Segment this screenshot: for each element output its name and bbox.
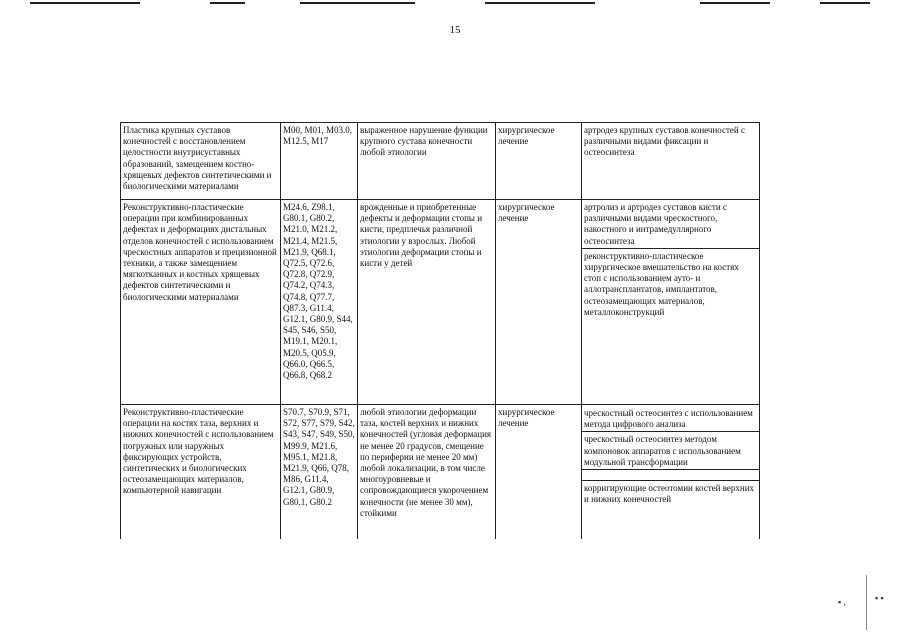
diagnosis-cell: любой этиологии деформации таза, костей верхних и нижних конечностей (угловая деформация не менее 20 градусов, смещение по периферии не менее 20 мм) любой локализации, в том числе многоуровневые и сопровождающиеся укорочением конечности (не менее 30 мм), стойкими [357,405,495,539]
table-row [121,123,759,200]
method-spacer [582,470,759,481]
procedure-cell: Пластика крупных суставов конечностей с восстановлением целостности внутрисуставных образований, замещением костно-хрящевых дефектов синтетическими и биологическими материалами [123,125,272,192]
method-item: чрескостный остеосинтез с использованием метода цифрового анализа [582,405,759,432]
treatment-cell: хирургическое лечение [495,405,581,539]
methods-cell [581,123,759,199]
procedure-cell: Реконструктивно-пластические операции при комбинированных дефектах и деформациях дистальных отделов конечностей с использованием чрескостных аппаратов и прецизионной техники, а также замещением мягкотканных и костных хрящевых дефектов синтетическими и биологическими материалами [123,202,277,302]
scan-edge-line [210,2,245,4]
treatment-cell: хирургическое лечение [495,200,581,404]
scan-edge-line [485,2,595,4]
method-item: чрескостный остеосинтез методом компоновок аппаратов с использованием модульной трансформации [582,432,759,470]
codes-cell: M24.6, Z98.1, G80.1, G80.2, M21.0, M21.2, M21.4, M21.5, M21.9, Q68.1, Q72.5, Q72.6, Q72.8, Q72.9, Q74.2, Q74.3, Q74.8, Q77.7, Q87.3, G11.4, G12.1, G80.9, S44, S45, S46, S50, M19.1, M20.1, M20.5, Q05.9, Q66.0, Q66.5, Q66.8, Q68.2 [280,200,357,404]
method-item: корригирующие остеотомии костей верхних и нижних конечностей [584,483,755,505]
scan-edge-line [700,2,770,4]
scan-edge-mark [866,575,867,630]
methods-cell [581,405,759,539]
scan-speck: ▪ ▪ [875,593,884,603]
method-item: артролиз и артродез суставов кисти с различными видами чрескостного, накостного и интрамедуллярного остеосинтеза [582,200,759,249]
scan-edge-line [820,2,870,4]
scan-edge-line [300,2,415,4]
scan-edge-line [30,2,140,4]
procedure-cell: Реконструктивно-пластические операции на костях таза, верхних и нижних конечностей с использованием погружных или наружных фиксирующих устройств, синтетических и биологических остеозамещающих материалов, компьютерной навигации [123,407,274,496]
method-item: реконструктивно-пластическое хирургическое вмешательство на костях стоп с использованием ауто- и аллотрансплантатов, имплантатов, остеозамещающих материалов, металлоконструкций [584,250,739,317]
scan-speck: ▪ , [838,597,846,607]
codes-cell: S70.7, S70.9, S71, S72, S77, S79, S42, S43, S47, S49, S50, M99.9, M21.6, M95.1, M21.8, M21.9, Q66, Q78, M86, G11.4, G12.1, G80.9, G80.1, G80.2 [280,405,357,539]
methods-cell [581,200,759,404]
codes-cell: M00, M01, M03.0, M12.5, M17 [280,123,357,199]
diagnosis-cell: выраженное нарушение функции крупного сустава конечности любой этиологии [357,123,495,199]
treatment-cell: хирургическое лечение [495,123,581,199]
page-number: 15 [449,24,461,36]
procedures-table [120,122,760,539]
method-item: артродез крупных суставов конечностей с различными видами фиксации и остеосинтеза [584,125,745,158]
table-row [121,200,759,405]
table-row [121,405,759,539]
diagnosis-cell: врожденные и приобретенные дефекты и деформации стопы и кисти, предплечья различной этиологии у взрослых. Любой этиологии деформации стопы и кисти у детей [357,200,495,404]
